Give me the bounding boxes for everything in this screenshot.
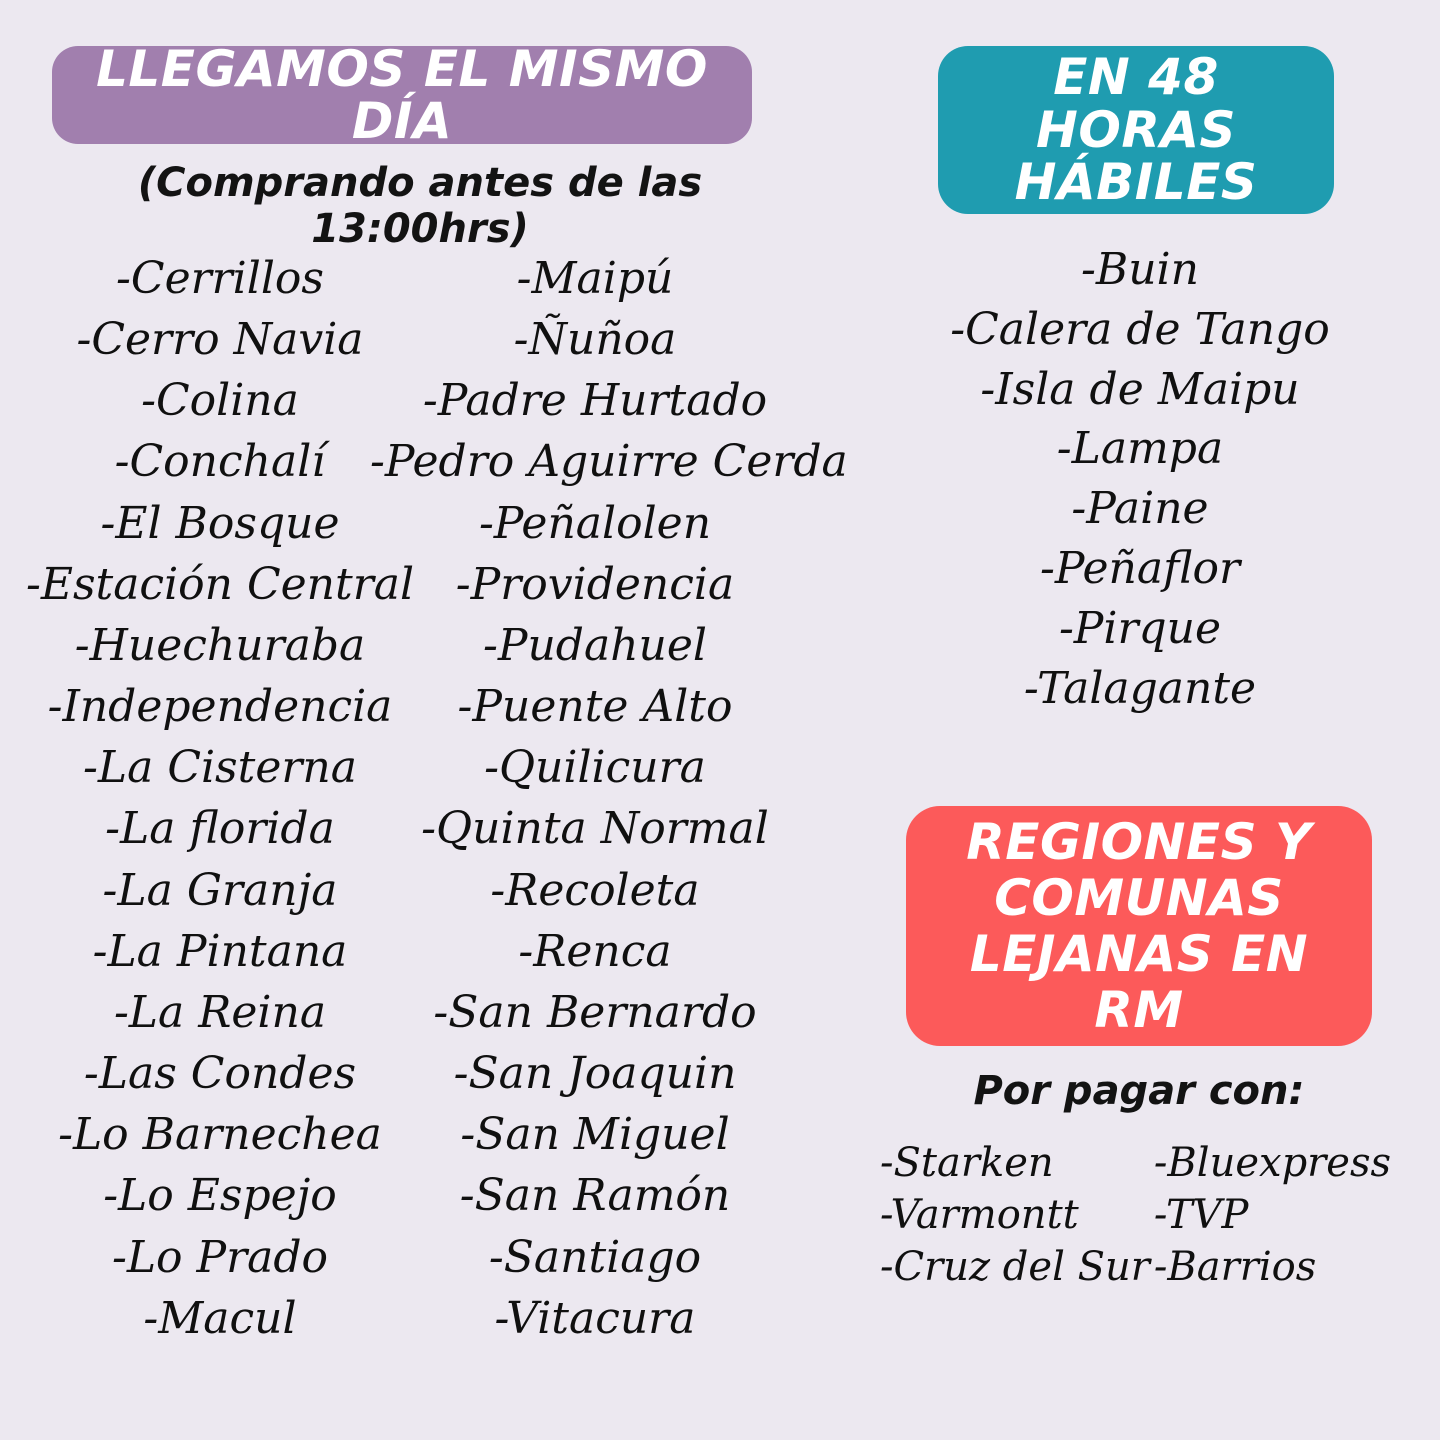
list-item: -Macul [143,1292,297,1344]
list-item: -Quinta Normal [421,803,769,855]
list-item: -Peñaflor [1040,543,1240,595]
list-item: -Maipú [516,253,674,304]
within-48-hours-list [930,240,1350,719]
regions-banner: REGIONES Y COMUNAS LEJANAS EN RM [906,806,1372,1046]
list-item: -Vitacura [494,1292,696,1344]
same-day-list-column-2 [370,248,848,1349]
list-item: -Las Condes [83,1048,357,1100]
list-item: -Lo Espejo [103,1170,337,1222]
list-item: -Lampa [1056,423,1224,475]
list-item: -Padre Hurtado [422,375,768,427]
list-item: -Buin [1081,244,1199,295]
list-item: -Pudahuel [483,619,707,671]
list-item: -TVP [1153,1192,1249,1238]
list-item: -Estación Central [25,558,415,610]
list-item: -Cerrillos [116,253,324,304]
list-item: -Bluexpress [1153,1140,1392,1186]
list-item: -La Reina [113,986,327,1038]
list-item: -Pedro Aguirre Cerda [370,436,848,488]
list-item: -San Joaquin [453,1048,737,1100]
list-item: -Quilicura [484,742,706,794]
list-item: -La florida [105,803,335,855]
list-item: -Colina [141,375,299,427]
list-item: -Santiago [488,1231,702,1283]
list-item: -Talagante [1023,662,1257,714]
list-item: -Cerro Navia [76,314,364,366]
list-item: -Calera de Tango [950,303,1330,355]
same-day-note: (Comprando antes de las 13:00hrs) [137,160,703,252]
list-item: -San Ramón [459,1170,731,1222]
list-item: -Puente Alto [457,681,733,733]
list-item: -San Bernardo [433,986,757,1038]
list-item: -Cruz del Sur [880,1244,1150,1290]
list-item: -Independencia [47,681,393,733]
list-item: -Renca [518,925,672,977]
list-item: -Providencia [455,558,735,610]
list-item: -La Granja [102,864,338,916]
within-48-hours-banner: EN 48 HORAS HÁBILES [938,46,1334,214]
list-item: -Pirque [1058,602,1222,654]
same-day-list-column-1 [20,248,420,1349]
list-item: -La Pintana [92,925,348,977]
pay-with-label: Por pagar con: [973,1068,1305,1114]
list-item: -San Miguel [460,1109,730,1161]
list-item: -Peñalolen [478,497,712,549]
list-item: -Ñuñoa [513,314,677,366]
list-item: -Paine [1071,483,1209,535]
list-item: -Conchalí [114,436,326,488]
list-item: -Huechuraba [74,619,366,671]
list-item: -Isla de Maipu [980,363,1300,415]
pay-on-delivery-list [880,1140,1410,1290]
list-item: -El Bosque [100,497,340,549]
same-day-banner: LLEGAMOS EL MISMO DÍA [52,46,752,144]
list-item: -Recoleta [490,864,700,916]
list-item: -Lo Barnechea [58,1109,382,1161]
list-item: -Starken [880,1140,1054,1186]
list-item: -Varmontt [880,1192,1079,1238]
list-item: -Barrios [1153,1244,1317,1290]
list-item: -La Cisterna [83,742,357,794]
list-item: -Lo Prado [111,1231,329,1283]
